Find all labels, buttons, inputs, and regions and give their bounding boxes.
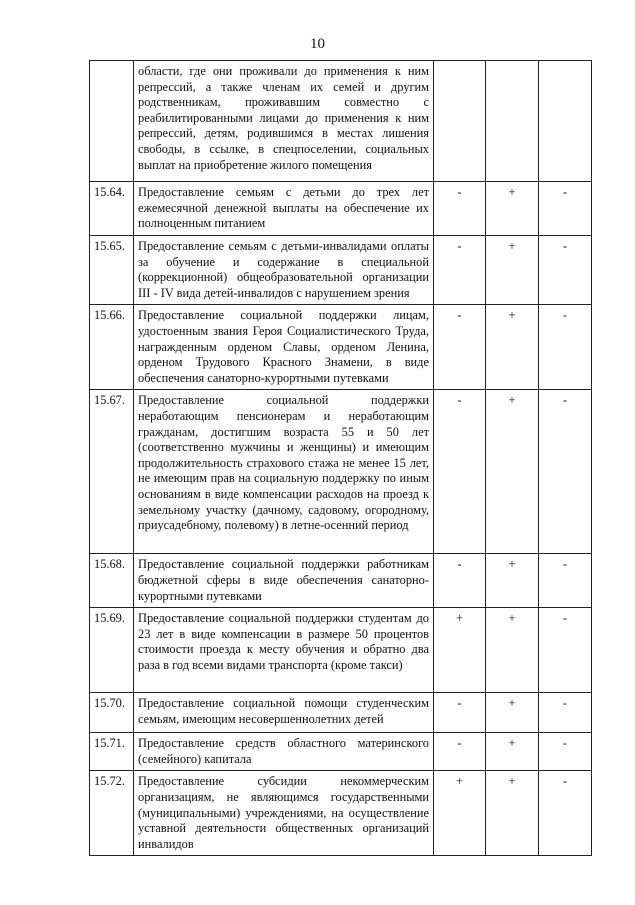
table-row: [90, 771, 592, 856]
mark-col-3: -: [539, 305, 592, 390]
row-number: 15.67.: [90, 390, 134, 554]
mark-col-3: [539, 61, 592, 182]
mark-col-1: [434, 61, 486, 182]
table-row: [90, 61, 592, 182]
row-number: 15.70.: [90, 693, 134, 733]
row-description: Предоставление средств областного материнского (семейного) капитала: [134, 733, 434, 771]
row-number: 15.69.: [90, 608, 134, 693]
services-table: [89, 60, 592, 856]
row-description: Предоставление социальной помощи студенческим семьям, имеющим несовершеннолетних детей: [134, 693, 434, 733]
mark-col-2: +: [486, 608, 539, 693]
row-number: [90, 61, 134, 182]
table-row: [90, 305, 592, 390]
row-description: Предоставление социальной поддержки студентам до 23 лет в виде компенсации в размере 50 процентов стоимости проезда к месту обучения и обратно два раза в год всеми видами транспорта (кроме такси): [134, 608, 434, 693]
mark-col-2: +: [486, 733, 539, 771]
mark-col-2: +: [486, 693, 539, 733]
row-number: 15.68.: [90, 554, 134, 608]
table-row: [90, 608, 592, 693]
table-row: [90, 182, 592, 236]
row-number: 15.72.: [90, 771, 134, 856]
mark-col-1: +: [434, 771, 486, 856]
row-number: 15.66.: [90, 305, 134, 390]
row-description: Предоставление субсидии некоммерческим организациям, не являющимся государственными (муниципальными) учреждениями, на осуществление уставной деятельности общественных организаций инвалидов: [134, 771, 434, 856]
mark-col-1: -: [434, 390, 486, 554]
mark-col-2: +: [486, 305, 539, 390]
mark-col-2: +: [486, 182, 539, 236]
table-row: [90, 236, 592, 305]
mark-col-2: [486, 61, 539, 182]
mark-col-1: -: [434, 733, 486, 771]
mark-col-1: -: [434, 305, 486, 390]
row-number: 15.71.: [90, 733, 134, 771]
row-description: Предоставление семьям с детьми-инвалидами оплаты за обучение и содержание в специальной (коррекционной) общеобразовательной организации III - IV вида детей-инвалидов с нарушением зрения: [134, 236, 434, 305]
table-row: [90, 733, 592, 771]
row-description: Предоставление социальной поддержки работникам бюджетной сферы в виде обеспечения санаторно-курортными путевками: [134, 554, 434, 608]
mark-col-3: -: [539, 554, 592, 608]
page-number: 10: [310, 36, 325, 52]
mark-col-3: -: [539, 390, 592, 554]
row-description: области, где они проживали до применения к ним репрессий, а также членам их семей и другим родственникам, проживавшим совместно с реабилитированными лицами до применения к ним репрессий, детям, родившимся в местах лишения свободы, в ссылке, в спецпоселении, социальных выплат на приобретение жилого помещения: [134, 61, 434, 182]
mark-col-2: +: [486, 554, 539, 608]
mark-col-3: -: [539, 236, 592, 305]
mark-col-1: -: [434, 236, 486, 305]
mark-col-1: -: [434, 693, 486, 733]
row-description: Предоставление социальной поддержки неработающим пенсионерам и неработающим гражданам, достигшим возраста 55 и 50 лет (соответственно мужчины и женщины) и имеющим продолжительность страхового стажа не менее 15 лет, не имеющим прав на социальную поддержку по иным основаниям в виде компенсации расходов на проезд к земельному участку (дачному, садовому, огородному, приусадебному, полевому) в летне-осенний период: [134, 390, 434, 554]
row-description: Предоставление семьям с детьми до трех лет ежемесячной денежной выплаты на обеспечение их полноценным питанием: [134, 182, 434, 236]
mark-col-3: -: [539, 693, 592, 733]
table-row: [90, 693, 592, 733]
mark-col-3: -: [539, 608, 592, 693]
mark-col-3: -: [539, 771, 592, 856]
mark-col-3: -: [539, 182, 592, 236]
mark-col-2: +: [486, 771, 539, 856]
table-row: [90, 390, 592, 554]
mark-col-1: -: [434, 182, 486, 236]
mark-col-1: -: [434, 554, 486, 608]
table-row: [90, 554, 592, 608]
mark-col-2: +: [486, 236, 539, 305]
row-number: 15.64.: [90, 182, 134, 236]
mark-col-2: +: [486, 390, 539, 554]
row-number: 15.65.: [90, 236, 134, 305]
row-description: Предоставление социальной поддержки лицам, удостоенным звания Героя Социалистического Труда, награжденным орденом Славы, орденом Ленина, орденом Трудового Красного Знамени, в виде обеспечения санаторно-курортными путевками: [134, 305, 434, 390]
mark-col-3: -: [539, 733, 592, 771]
mark-col-1: +: [434, 608, 486, 693]
